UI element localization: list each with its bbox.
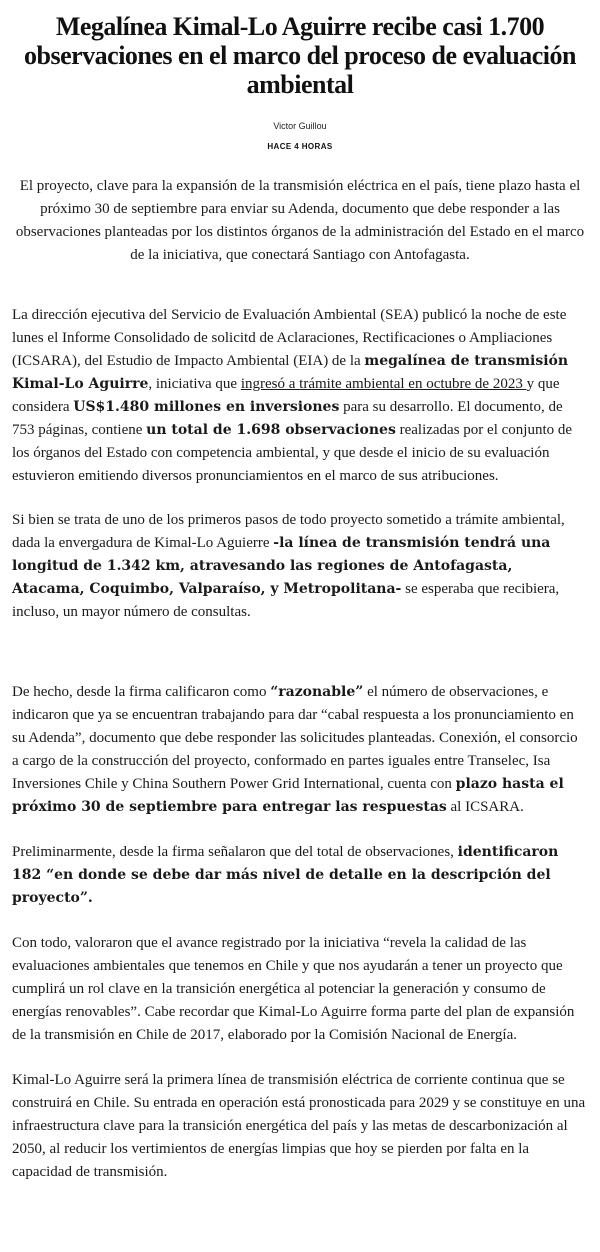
text: al ICSARA. [446, 799, 524, 815]
bold-text: -la línea de transmisión tendrá una longitud de 1.342 km, atravesando las regiones de Antofagasta, Atacama, Coquimbo, Valparaíso, y Metropolitana- [12, 535, 551, 597]
text: realizadas por el conjunto de los órganos del Estado con competencia ambiental, y que desde el inicio de su evaluación estuvieron emitiendo diversos pronunciamientos en el marco de sus atribuciones. [12, 422, 573, 484]
paragraph-5 [12, 932, 588, 1047]
bold-text: “razonable” [270, 684, 364, 700]
author-name[interactable]: Victor Guillou [273, 121, 327, 131]
text: Kimal-Lo Aguirre será la primera línea de transmisión eléctrica de corriente continua que se construirá en Chile. Su entrada en operación está pronosticada para 2029 y se constituye en una infraestructura clave para la transición energética del país y las metas de descarbonización al 2050, al reducir los vertimientos de energías limpias que hoy se pierden por falta en la capacidad de transmisión. [12, 1072, 586, 1180]
paragraph-2 [12, 509, 588, 624]
bold-text: plazo hasta el próximo 30 de septiembre para entregar las respuestas [12, 776, 564, 815]
paragraph-4 [12, 841, 588, 910]
bold-text: US$1.480 millones en inversiones [73, 399, 340, 415]
text: Preliminarmente, desde la firma señalaron que del total de observaciones, [12, 844, 458, 860]
text: De hecho, desde la firma calificaron como [12, 684, 271, 700]
paragraph-6 [12, 1069, 588, 1184]
text: Con todo, valoraron que el avance registrado por la iniciativa “revela la calidad de las evaluaciones ambientales que tenemos en Chile y que nos ayudarán a tener un proyecto que cumplirá un rol clave en la transición energética al potenciar la generación y consumo de energías renovables”. Cabe recordar que Kimal-Lo Aguirre forma parte del plan de expansión de la transmisión en Chile de 2017, elaborado por la Comisión Nacional de Energía. [12, 935, 575, 1043]
text: para su desarrollo. El documento, de 753 páginas, contiene [12, 399, 563, 438]
publish-time: HACE 4 HORAS [267, 142, 333, 151]
text: el número de observaciones, e indicaron que ya se encuentran trabajando para dar “cabal respuesta a los pronunciamiento en su Adenda”, documento que debe responder las solicitudes planteadas. Conexión, el consorcio a cargo de la construcción del proyecto, conformado en partes iguales entre Transelec, Isa Inversiones Chile y China Southern Power Grid International, cuenta con [12, 684, 578, 792]
article [0, 12, 600, 1184]
text: La dirección ejecutiva del Servicio de Evaluación Ambiental (SEA) publicó la noche de este lunes el Informe Consolidado de solicitd de Aclaraciones, Rectificaciones o Ampliaciones (ICSARA), del Estudio de Impacto Ambiental (EIA) de la [12, 307, 567, 369]
text: Si bien se trata de uno de los primeros pasos de todo proyecto sometido a trámite ambiental, dada la envergadura de Kimal-Lo Aguierre [12, 512, 565, 551]
text: y que considera [12, 376, 560, 415]
bold-text: megalínea de transmisión Kimal-Lo Aguirre [12, 353, 569, 392]
bold-text: identificaron 182 “en donde se debe dar más nivel de detalle en la descripción del proyecto”. [12, 844, 559, 906]
text: , iniciativa que [148, 376, 241, 392]
bold-text: un total de 1.698 observaciones [146, 422, 396, 438]
article-title: Megalínea Kimal-Lo Aguirre recibe casi 1.700 observaciones en el marco del proceso de evaluación ambiental [24, 12, 576, 99]
paragraph-3 [12, 681, 588, 819]
article-lead: El proyecto, clave para la expansión de la transmisión eléctrica en el país, tiene plazo hasta el próximo 30 de septiembre para enviar su Adenda, documento que debe responder a las observaciones planteadas por los distintos órganos de la administración del Estado en el marco de la iniciativa, que conectará Santiago con Antofagasta. [15, 178, 585, 263]
text: se esperaba que recibiera, incluso, un mayor número de consultas. [12, 581, 560, 620]
paragraph-1 [12, 304, 588, 488]
inline-link[interactable]: ingresó a trámite ambiental en octubre de 2023 [240, 376, 527, 392]
